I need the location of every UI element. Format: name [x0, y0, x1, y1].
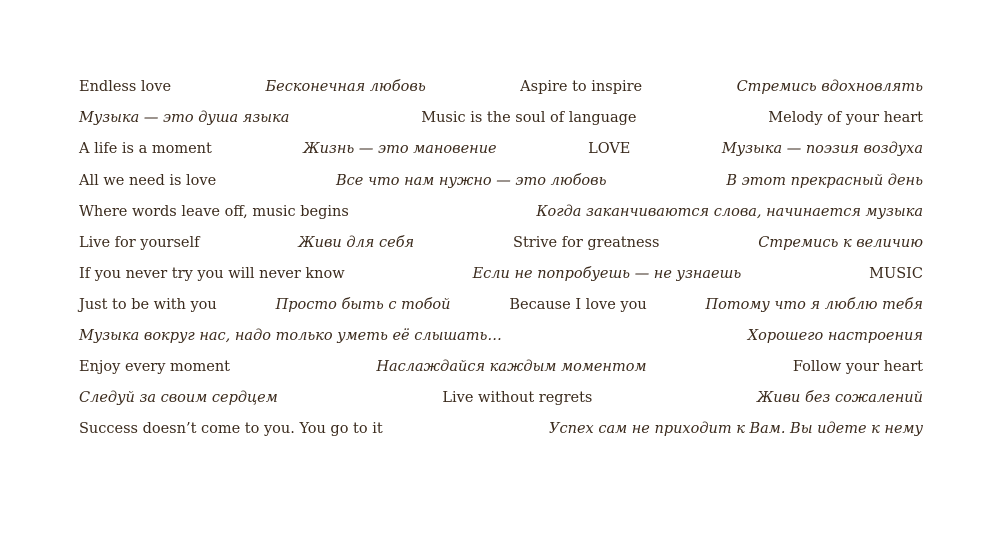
phrase-text: Success doesn’t come to you. You go to it — [79, 421, 383, 438]
phrase-text: Жизнь — это мановение — [303, 141, 497, 158]
phrase-row — [79, 383, 923, 414]
phrase-row — [79, 259, 923, 290]
phrase-text: Just to be with you — [79, 296, 217, 313]
phrase-row — [79, 165, 923, 196]
phrase-row — [79, 134, 923, 165]
phrase-text: Живи для себя — [298, 234, 415, 251]
phrase-text: Хорошего настроения — [747, 328, 923, 345]
phrase-text: Музыка — это душа языка — [79, 110, 290, 127]
phrase-text: Music is the soul of language — [421, 110, 637, 127]
phrase-row — [79, 352, 923, 383]
phrase-text: Follow your heart — [792, 359, 923, 376]
phrase-text: Стремись вдохновлять — [736, 79, 923, 96]
phrase-text: В этот прекрасный день — [726, 172, 923, 189]
phrase-text: Strive for greatness — [513, 234, 660, 251]
phrase-row — [79, 414, 923, 445]
phrase-row — [79, 196, 923, 227]
phrase-text: If you never try you will never know — [79, 265, 345, 282]
phrase-text: Aspire to inspire — [520, 79, 643, 96]
phrase-text: Endless love — [79, 79, 172, 96]
phrase-text: Музыка — поэзия воздуха — [721, 141, 923, 158]
phrase-text: A life is a moment — [79, 141, 212, 158]
phrase-text: Live without regrets — [442, 390, 593, 407]
phrase-text: MUSIC — [869, 265, 923, 282]
phrase-row — [79, 228, 923, 259]
phrase-text: Because I love you — [509, 296, 647, 313]
phrase-text: Просто быть с тобой — [275, 296, 451, 313]
phrase-text: Живи без сожалений — [756, 390, 923, 407]
phrase-text: Успех сам не приходит к Вам. Вы идете к нему — [549, 421, 923, 438]
phrase-text: Когда заканчиваются слова, начинается музыка — [536, 203, 923, 220]
phrase-text: Enjoy every moment — [79, 359, 231, 376]
phrase-text: Музыка вокруг нас, надо только уметь её слышать… — [79, 328, 502, 345]
phrase-text: Бесконечная любовь — [265, 79, 426, 96]
phrase-text: LOVE — [588, 141, 631, 158]
phrase-text: All we need is love — [79, 172, 217, 189]
phrase-text: Melody of your heart — [768, 110, 923, 127]
phrase-text: Все что нам нужно — это любовь — [336, 172, 607, 189]
phrase-text: Если не попробуешь — не узнаешь — [472, 265, 742, 282]
phrase-sheet — [79, 72, 923, 444]
phrase-text: Стремись к величию — [758, 234, 923, 251]
phrase-text: Where words leave off, music begins — [79, 203, 349, 220]
phrase-row — [79, 103, 923, 134]
phrase-text: Следуй за своим сердцем — [79, 390, 278, 407]
phrase-text: Потому что я люблю тебя — [705, 296, 923, 313]
phrase-row — [79, 321, 923, 352]
phrase-row — [79, 290, 923, 321]
phrase-row — [79, 72, 923, 103]
phrase-text: Live for yourself — [79, 234, 200, 251]
phrase-text: Наслаждайся каждым моментом — [376, 359, 647, 376]
